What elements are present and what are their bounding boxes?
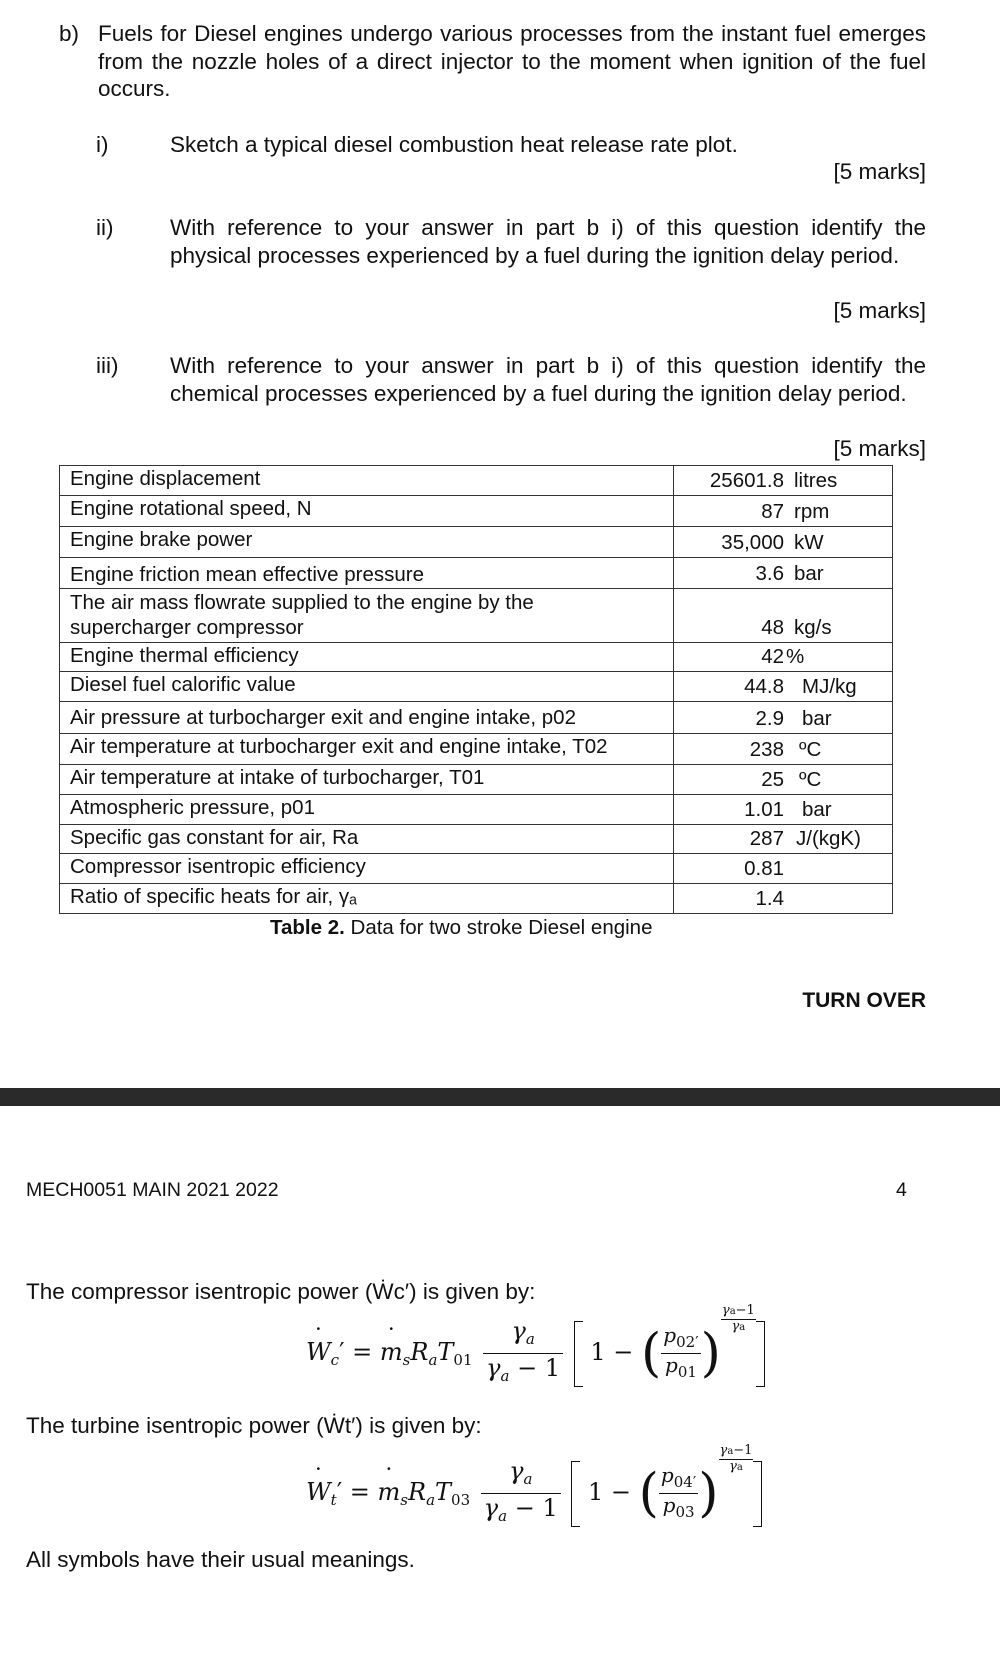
table-row-value: 238 [749, 738, 784, 761]
table-row-value: 1.01 [744, 798, 784, 821]
question-intro: Fuels for Diesel engines undergo various processes from the instant fuel emerges from the nozzle holes of a direct injector to the moment when ignition of the fuel occurs. [98, 21, 926, 101]
table-row-value: 0.81 [744, 857, 784, 880]
compressor-power-intro: The compressor isentropic power (Ẇc′) is given by: [26, 1279, 536, 1304]
table-row-unit: bar [802, 798, 832, 821]
table-row [59, 643, 893, 672]
table-row [59, 466, 893, 496]
table-row-unit: % [786, 645, 805, 668]
table-row [59, 496, 893, 527]
table-caption-text: Data for two stroke Diesel engine [350, 916, 653, 939]
table-row [59, 734, 893, 765]
table-row-value: 3.6 [755, 562, 784, 585]
table-row-unit: rpm [794, 500, 830, 523]
table-row [59, 702, 893, 734]
table-row-value: 42 [761, 645, 784, 668]
question-label: b) [59, 21, 80, 46]
part-ii-number: ii) [96, 215, 114, 240]
part-i-text: Sketch a typical diesel combustion heat release rate plot. [170, 132, 738, 157]
table-row [59, 765, 893, 795]
part-iii-number: iii) [96, 353, 119, 378]
table-row-value: 25 [761, 768, 784, 791]
symbols-note: All symbols have their usual meanings. [26, 1547, 415, 1572]
compressor-power-equation: W $˙_c' = m$ $˙_sR_aT_{01}$ $\frac{\gamma_a}{\gamma_a - 1}$ 1 − ( $\frac{p_{02'}}{p_{01}}$ ) $\frac{\gamma a-1}{\gamma a}$ [306, 1304, 765, 1390]
part-ii-marks: [5 marks] [833, 298, 926, 323]
table-caption [270, 916, 653, 940]
part-i-number: i) [96, 132, 109, 157]
course-code: MECH0051 MAIN 2021 2022 [26, 1179, 279, 1201]
table-row-unit: ºC [799, 768, 822, 791]
table-row-unit: MJ/kg [802, 675, 857, 698]
part-iii-marks: [5 marks] [833, 436, 926, 461]
table-row-value: 25601.8 [709, 469, 784, 492]
table-row-unit: kW [794, 531, 824, 554]
table-row-value: 2.9 [755, 707, 784, 730]
table-row-label: Engine friction mean effective pressure [60, 558, 674, 588]
table-row [59, 825, 893, 854]
table-row-label: Air pressure at turbocharger exit and engine intake, p02 [60, 702, 674, 733]
table-row-label: The air mass flowrate supplied to the engine by the supercharger compressor [60, 589, 674, 642]
turbine-power-equation: W $˙_t' = m$ $˙_sR_aT_{03}$ $\frac{\gamma_a}{\gamma_a - 1}$ 1 − ( $\frac{p_{04'}}{p_{03}}$ ) $\frac{\gamma a-1}{\gamma a}$ [306, 1444, 762, 1530]
table-caption-label: Table 2. [270, 916, 345, 939]
table-row-label: Engine thermal efficiency [60, 643, 674, 671]
table-row-value: 44.8 [744, 675, 784, 698]
turn-over-label: TURN OVER [802, 989, 926, 1012]
engine-data-table [59, 465, 893, 914]
table-row-value: 287 [749, 827, 784, 850]
table-row-value: 35,000 [721, 531, 784, 554]
table-row-label: Air temperature at intake of turbocharger, T01 [60, 765, 674, 794]
turbine-power-intro: The turbine isentropic power (Ẇt′) is given by: [26, 1413, 482, 1438]
table-row [59, 884, 893, 914]
table-row [59, 527, 893, 558]
table-row-unit: bar [802, 707, 832, 730]
table-row-label: Specific gas constant for air, Ra [60, 825, 674, 853]
table-row-unit: kg/s [794, 616, 832, 639]
table-row [59, 558, 893, 589]
part-i-marks: [5 marks] [833, 159, 926, 184]
table-row-value: 48 [761, 616, 784, 639]
table-row-value: 1.4 [755, 887, 784, 910]
table-row-unit: bar [794, 562, 824, 585]
table-row [59, 672, 893, 702]
table-row [59, 795, 893, 825]
table-row-label: Ratio of specific heats for air, γₐ [60, 884, 674, 913]
table-row-unit: litres [794, 469, 838, 492]
table-row-label: Diesel fuel calorific value [60, 672, 674, 701]
table-row-label: Atmospheric pressure, p01 [60, 795, 674, 824]
table-row-label: Air temperature at turbocharger exit and engine intake, T02 [60, 734, 674, 764]
table-row-value: 87 [761, 500, 784, 523]
page-number: 4 [896, 1179, 907, 1201]
part-ii-text: With reference to your answer in part b i) of this question identify the physical processes experienced by a fuel during the ignition delay period. [170, 215, 926, 268]
table-row-unit: J/(kgK) [796, 827, 861, 850]
table-row [59, 854, 893, 884]
page-break-divider [0, 1088, 1000, 1106]
table-row-label: Engine brake power [60, 527, 674, 557]
part-iii-text: With reference to your answer in part b i) of this question identify the chemical processes experienced by a fuel during the ignition delay period. [170, 353, 926, 406]
table-row-label: Compressor isentropic efficiency [60, 854, 674, 883]
table-row-label: Engine displacement [60, 466, 674, 495]
table-row-label: Engine rotational speed, N [60, 496, 674, 526]
table-row-unit: ºC [799, 738, 822, 761]
table-row [59, 589, 893, 643]
